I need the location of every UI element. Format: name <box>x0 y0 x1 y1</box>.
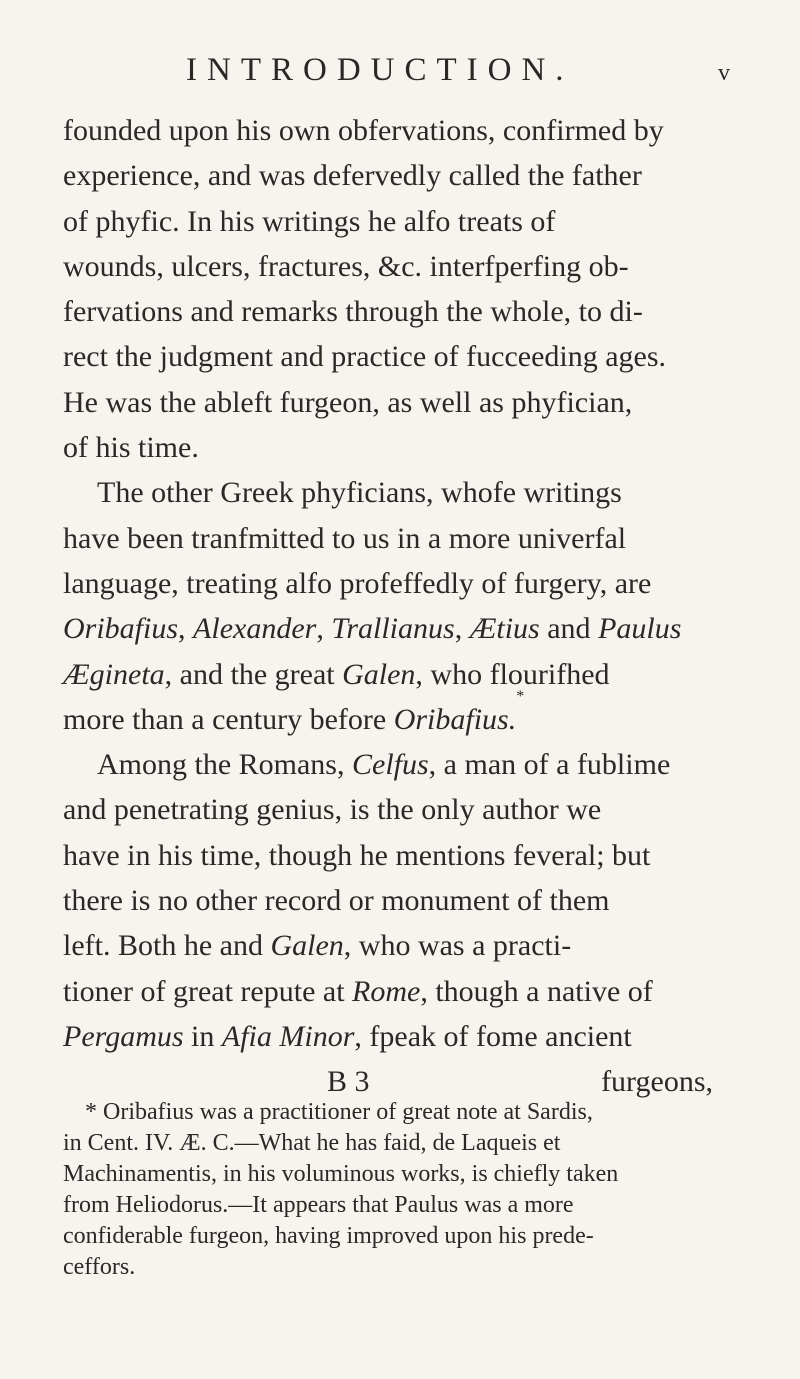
footnote-line-2 <box>63 1128 713 1159</box>
text-line-6 <box>63 334 713 379</box>
text-fragment: , fpeak of fome ancient <box>354 1019 632 1053</box>
separator: , <box>316 612 332 646</box>
text-line-8-content: of his time. <box>63 431 199 465</box>
text-line-5-content: fervations and remarks through the whole, to di- <box>63 295 643 329</box>
text-line-16-content: and penetrating genius, is the only author we <box>63 793 602 827</box>
text-line-6-content: rect the judgment and practice of fucceeding ages. <box>63 340 667 374</box>
text-line-1-content: founded upon his own obfervations, confirmed by <box>63 114 664 147</box>
header-title: INTRODUCTION. <box>186 52 574 88</box>
text-fragment: , who flourifhed <box>415 657 610 691</box>
footnote-line-5 <box>63 1221 713 1252</box>
text-fragment: , who was a practi- <box>343 929 572 963</box>
text-fragment: in <box>183 1019 222 1053</box>
text-line-3-content: of phyfic. In his writings he alfo treats of <box>63 204 556 238</box>
footnote <box>63 1097 713 1283</box>
signature-mark: B 3 <box>327 1065 370 1099</box>
conjunction: and <box>539 612 599 646</box>
text-line-1 <box>63 108 713 153</box>
separator: , <box>454 612 470 646</box>
text-fragment: , though a native of <box>420 974 653 1008</box>
name-trallianus: Trallianus <box>331 612 455 646</box>
text-line-4-content: wounds, ulcers, fractures, &c. interfperfing ob- <box>63 249 629 283</box>
text-line-10 <box>63 516 713 561</box>
name-paulus: Paulus <box>598 612 682 646</box>
name-galen: Galen <box>270 929 344 963</box>
name-galen: Galen <box>342 657 416 691</box>
text-line-10-content: have been tranfmitted to us in a more univerfal <box>63 521 627 555</box>
name-aetius: Ætius <box>469 612 540 646</box>
footnote-line-3 <box>63 1159 713 1190</box>
text-line-17-content: have in his time, though he mentions feveral; but <box>63 838 651 872</box>
text-line-8 <box>63 425 713 470</box>
footnote-line-5-content: confiderable furgeon, having improved upon his prede- <box>63 1223 594 1249</box>
text-line-17 <box>63 833 713 878</box>
text-line-13 <box>63 652 713 697</box>
text-line-11 <box>63 561 713 606</box>
page-number: v <box>718 60 730 86</box>
name-oribasius: Oribafius <box>63 612 179 646</box>
text-line-3 <box>63 199 713 244</box>
place-rome: Rome <box>352 974 421 1008</box>
text-line-9 <box>63 470 713 515</box>
text-line-2-content: experience, and was defervedly called the father <box>63 159 642 193</box>
main-text <box>63 108 713 1105</box>
footnote-marker: * <box>516 687 525 705</box>
name-oribasius: Oribafius. <box>393 702 517 736</box>
text-line-11-content: language, treating alfo profeffedly of furgery, are <box>63 566 652 600</box>
text-fragment: Among the Romans, <box>97 748 352 782</box>
footnote-line-6 <box>63 1252 713 1283</box>
text-line-12 <box>63 606 713 651</box>
footnote-line-2-content: in Cent. IV. Æ. C.—What he has faid, de Laqueis et <box>63 1130 561 1156</box>
place-asia-minor: Afia Minor <box>221 1019 355 1053</box>
text-line-7 <box>63 380 713 425</box>
text-line-9-content: The other Greek phyficians, whofe writings <box>97 476 622 510</box>
name-aegineta: Ægineta <box>63 657 165 691</box>
name-celsus: Celfus <box>352 748 429 782</box>
name-alexander: Alexander <box>193 612 317 646</box>
place-pergamus: Pergamus <box>63 1019 184 1053</box>
text-line-18 <box>63 878 713 923</box>
text-line-7-content: He was the ableft furgeon, as well as phyfician, <box>63 385 633 419</box>
running-header <box>0 52 800 92</box>
separator: , <box>178 612 194 646</box>
text-fragment: , a man of a fublime <box>428 748 671 782</box>
text-line-16 <box>63 787 713 832</box>
footnote-line-3-content: Machinamentis, in his voluminous works, is chiefly taken <box>63 1161 619 1187</box>
footnote-line-4-content: from Heliodorus.—It appears that Paulus was a more <box>63 1192 574 1218</box>
text-line-21 <box>63 1014 713 1059</box>
text-line-15 <box>63 742 713 787</box>
text-fragment: tioner of great repute at <box>63 974 353 1008</box>
text-line-2 <box>63 153 713 198</box>
catchword: furgeons, <box>601 1065 713 1099</box>
text-line-5 <box>63 289 713 334</box>
text-line-14 <box>63 687 713 742</box>
text-fragment: more than a century before <box>63 702 394 736</box>
text-line-19 <box>63 923 713 968</box>
text-line-18-content: there is no other record or monument of them <box>63 884 610 918</box>
text-line-4 <box>63 244 713 289</box>
footnote-line-1-content: * Oribafius was a practitioner of great note at Sardis, <box>85 1099 593 1125</box>
text-line-20 <box>63 969 713 1014</box>
text-fragment: , and the great <box>164 657 343 691</box>
text-fragment: left. Both he and <box>63 929 271 963</box>
footnote-line-4 <box>63 1190 713 1221</box>
footnote-line-6-content: ceffors. <box>63 1254 136 1280</box>
footnote-line-1 <box>63 1097 713 1128</box>
